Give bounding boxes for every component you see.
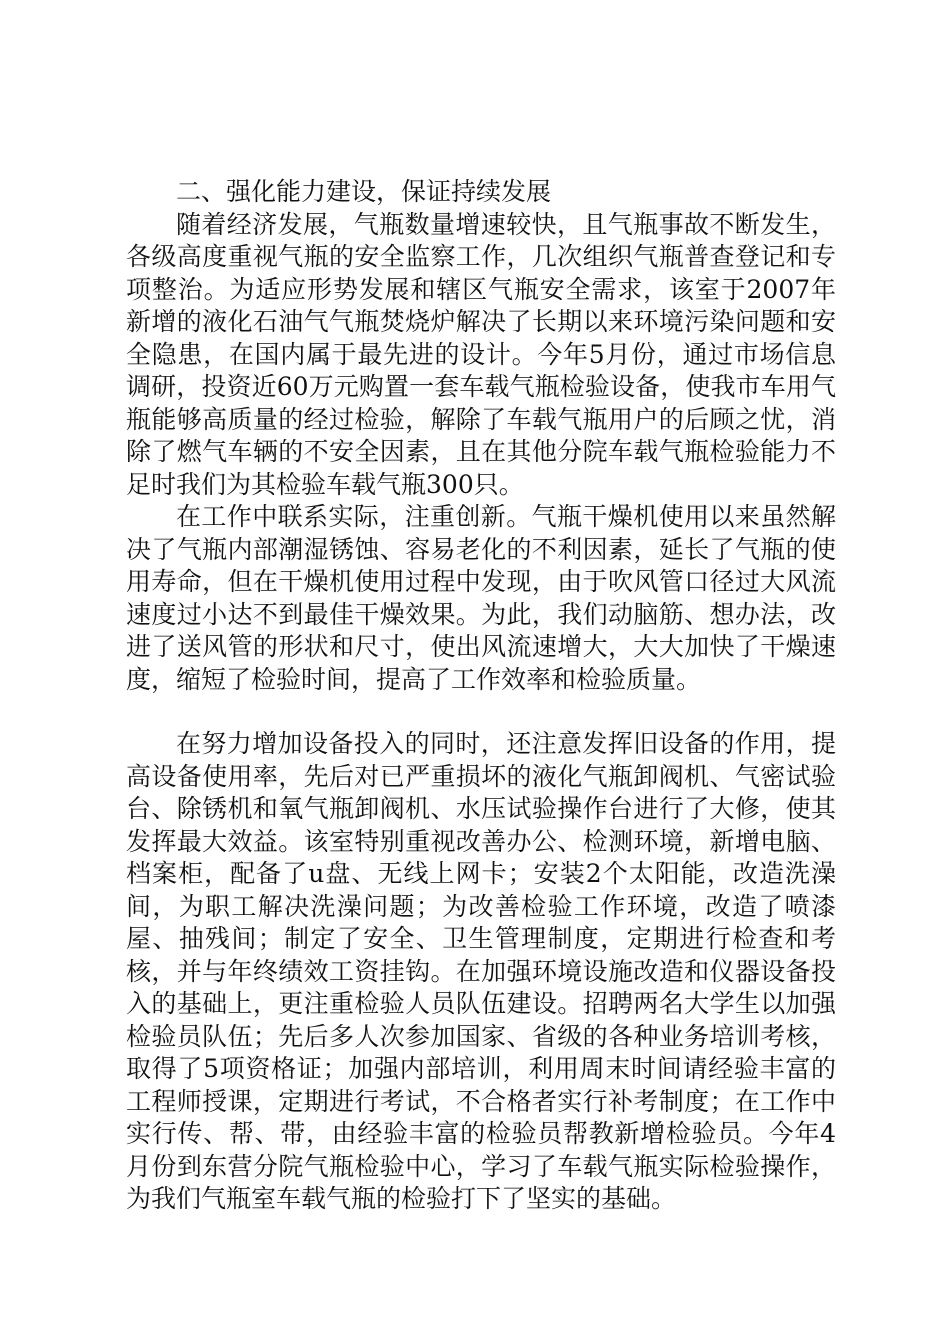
paragraph-innovation: 在工作中联系实际，注重创新。气瓶干燥机使用以来虽然解决了气瓶内部潮湿锈蚀、容易老化的不利因素，延长了气瓶的使用寿命，但在干燥机使用过程中发现，由于吹风管口径过大风流速度过小达不到最佳干燥效果。为此，我们动脑筋、想办法，改进了送风管的形状和尺寸，使出风流速增大，大大加快了干燥速度，缩短了检验时间，提高了工作效率和检验质量。 <box>126 502 836 694</box>
paragraph-equipment: 在努力增加设备投入的同时，还注意发挥旧设备的作用，提高设备使用率，先后对已严重损坏的液化气瓶卸阀机、气密试验台、除锈机和氧气瓶卸阀机、水压试验操作台进行了大修，使其发挥最大效益。该室特别重视改善办公、检测环境，新增电脑、档案柜，配备了u盘、无线上网卡；安装2个太阳能，改造洗澡间，为职工解决洗澡问题；为改善检验工作环境，改造了喷漆屋、抽残间；制定了安全、卫生管理制度，定期进行检查和考核，并与年终绩效工资挂钩。在加强环境设施改造和仪器设备投入的基础上，更注重检验人员队伍建设。招聘两名大学生以加强检验员队伍；先后多人次参加国家、省级的各种业务培训考核，取得了5项资格证；加强内部培训，利用周末时间请经验丰富的工程师授课，定期进行考试，不合格者实行补考制度；在工作中实行传、帮、带，由经验丰富的检验员帮教新增检验员。今年4月份到东营分院气瓶检验中心，学习了车载气瓶实际检验操作，为我们气瓶室车载气瓶的检验打下了坚实的基础。 <box>126 729 836 1213</box>
paragraph-development: 随着经济发展，气瓶数量增速较快，且气瓶事故不断发生，各级高度重视气瓶的安全监察工作，几次组织气瓶普查登记和专项整治。为适应形势发展和辖区气瓶安全需求，该室于2007年新增的液化石油气气瓶焚烧炉解决了长期以来环境污染问题和安全隐患，在国内属于最先进的设计。今年5月份，通过市场信息调研，投资近60万元购置一套车载气瓶检验设备，使我市车用气瓶能够高质量的经过检验，解除了车载气瓶用户的后顾之忧，消除了燃气车辆的不安全因素，且在其他分院车载气瓶检验能力不足时我们为其检验车载气瓶300只。 <box>126 209 836 499</box>
section-heading: 二、强化能力建设，保证持续发展 <box>176 177 552 206</box>
document-body <box>126 176 836 1216</box>
